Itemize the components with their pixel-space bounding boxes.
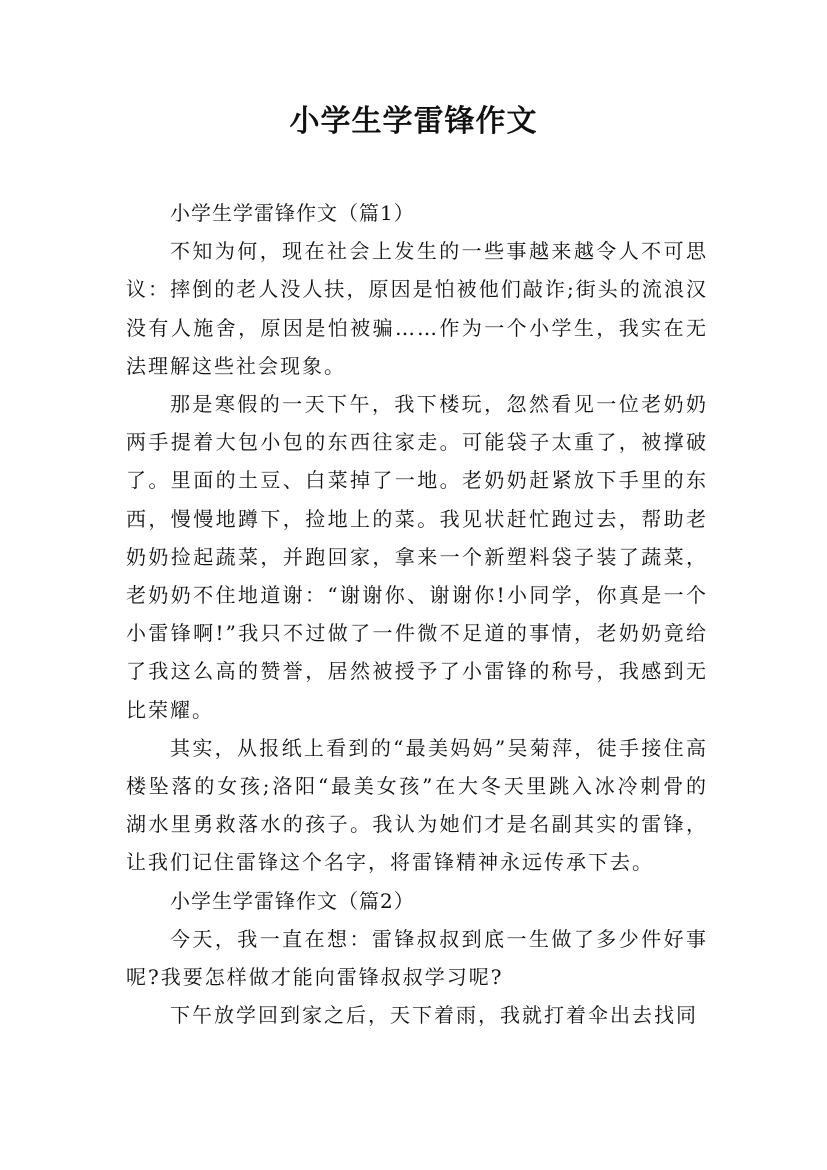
paragraph: 那是寒假的一天下午，我下楼玩，忽然看见一位老奶奶两手提着大包小包的东西往家走。可能袋子太重了，被撑破了。里面的土豆、白菜掉了一地。老奶奶赶紧放下手里的东西，慢慢地蹲下，捡地上的菜。我见状赶忙跑过去，帮助老奶奶捡起蔬菜，并跑回家，拿来一个新塑料袋子装了蔬菜，老奶奶不住地道谢：“谢谢你、谢谢你!小同学，你真是一个小雷锋啊!”我只不过做了一件微不足道的事情，老奶奶竟给了我这么高的赞誉，居然被授予了小雷锋的称号，我感到无比荣耀。: [126, 392, 708, 722]
paragraph: 不知为何，现在社会上发生的一些事越来越令人不可思议：摔倒的老人没人扶，原因是怕被他们敲诈;街头的流浪汉没有人施舍，原因是怕被骗……作为一个小学生，我实在无法理解这些社会现象。: [126, 239, 708, 378]
paragraph: 今天，我一直在想：雷锋叔叔到底一生做了多少件好事呢?我要怎样做才能向雷锋叔叔学习呢?: [126, 926, 708, 990]
document-body: [126, 194, 708, 1034]
section-heading-1: 小学生学雷锋作文（篇1）: [170, 201, 415, 225]
paragraph: 下午放学回到家之后，天下着雨，我就打着伞出去找同: [170, 1003, 698, 1028]
section-heading-2: 小学生学雷锋作文（篇2）: [170, 888, 415, 913]
document-title: 小学生学雷锋作文: [289, 104, 538, 139]
paragraph: 其实，从报纸上看到的“最美妈妈”吴菊萍，徒手接住高楼坠落的女孩;洛阳“最美女孩”在大冬天里跳入冰冷刺骨的湖水里勇救落水的孩子。我认为她们才是名副其实的雷锋，让我们记住雷锋这个名字，将雷锋精神永远传承下去。: [126, 735, 708, 875]
